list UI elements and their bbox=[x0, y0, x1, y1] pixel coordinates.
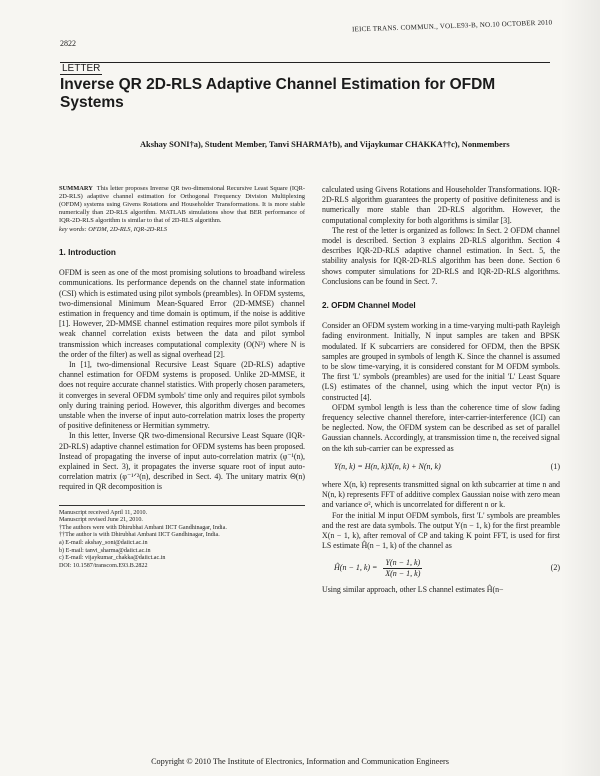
footnote-received: Manuscript received April 11, 2010. bbox=[59, 509, 148, 516]
equation-2 bbox=[334, 558, 560, 579]
paper-title: Inverse QR 2D-RLS Adaptive Channel Estimation for OFDM Systems bbox=[60, 76, 496, 111]
page-number: 2822 bbox=[60, 39, 76, 48]
right-paragraph-2: The rest of the letter is organized as follows: In Sect. 2 OFDM channel model is described. Section 3 explains 2D-RLS algorithm. Section 4 describes IQR-2D-RLS adaptive channel estimation. In Sect. 5, the stability analysis for IQR-2D-RLS algorithm has been done. Section 6 shows computer simulations for 2D-RLS and IQR-2D-RLS algorithms. Conclusions can be found in Sect. 7. bbox=[322, 225, 560, 286]
keywords-text: OFDM, 2D-RLS, IQR-2D-RLS bbox=[88, 226, 168, 233]
footnote-email-a: a) E-mail: akshay_soni@daiict.ac.in bbox=[59, 540, 148, 547]
footnote-email-b: b) E-mail: tanvi_sharma@daiict.ac.in bbox=[59, 547, 151, 554]
equation-2-denominator: X(n − 1, k) bbox=[385, 568, 421, 578]
equation-2-numerator: Y(n − 1, k) bbox=[383, 558, 422, 569]
footnote-email-c: c) E-mail: vijaykumar_chakka@daiict.ac.in bbox=[59, 555, 166, 562]
footnote-revised: Manuscript revised June 21, 2010. bbox=[59, 517, 143, 524]
scan-shadow bbox=[560, 0, 600, 776]
model-paragraph-1: Consider an OFDM system working in a time-varying multi-path Rayleigh fading environment. Initially, N input samples are taken and BPSK modulated. If K subcarriers are considered for OFDM, then the BPSK samples are grouped in symbols of length K. Since the channel is assumed to be slow time-varying, it is considered constant for M OFDM symbols. The first 'L' symbols (preambles) are used for the initial 'L' Least Square (LS) estimates of the channel, using which the input vector P(n) is constructed [4]. bbox=[322, 321, 560, 402]
author-line: Akshay SONI†a), Student Member, Tanvi SHARMA†b), and Vijaykumar CHAKKA††c), Nonmembers bbox=[140, 140, 510, 149]
equation-2-number: (2) bbox=[550, 563, 560, 573]
model-paragraph-4: For the initial M input OFDM symbols, first 'L' symbols are preambles and the rest are data symbols. The output Y(n − 1, k) for the first preamble X(n − 1, k), after removal of CP and taking K point FFT, is used for first LS estimate Ĥ(n − 1, k) of the channel as bbox=[322, 510, 560, 551]
footnote-affiliation-1: †The authors were with Dhirubhai Ambani IICT Gandhinagar, India. bbox=[59, 524, 227, 531]
summary bbox=[59, 185, 305, 225]
summary-text: This letter proposes Inverse QR two-dimensional Recursive Least Square (IQR-2D-RLS) adaptive channel estimation for Orthogonal Frequency Division Multiplexing (OFDM) systems using Givens Rotations and Householder Transformations. It is more stable numerically than 2D-RLS algorithm. MATLAB simulations show that BER performance of IQR-2D-RLS algorithm is similar to that of 2D-RLS algorithm. bbox=[59, 185, 305, 224]
summary-label: SUMMARY bbox=[59, 185, 93, 192]
section-heading-1: 1. Introduction bbox=[59, 248, 116, 257]
letter-label: LETTER bbox=[62, 63, 101, 74]
model-paragraph-5: Using similar approach, other LS channel estimates Ĥ(n− bbox=[322, 584, 504, 594]
section-heading-2: 2. OFDM Channel Model bbox=[322, 301, 416, 311]
header-rule bbox=[60, 62, 550, 63]
journal-header: IEICE TRANS. COMMUN., VOL.E93-B, NO.10 OCTOBER 2010 bbox=[351, 18, 553, 34]
footnotes bbox=[59, 505, 305, 571]
model-paragraph-2: OFDM symbol length is less than the coherence time of slow fading frequency selective channel therefore, inter-carrier-interference (ICI) can be neglected. Now, the OFDM system can be described as set of parallel Gaussian channels. Accordingly, at transmission time n, the received signal on the kth sub-carrier can be expressed as bbox=[322, 402, 560, 453]
copyright-footer: Copyright © 2010 The Institute of Electronics, Information and Communication Engineers bbox=[151, 757, 449, 766]
left-column bbox=[59, 185, 305, 570]
equation-1-number: (1) bbox=[550, 461, 560, 471]
equation-2-fraction bbox=[383, 558, 422, 579]
keywords bbox=[59, 226, 305, 234]
equation-1-body: Y(n, k) = H(n, k)X(n, k) + N(n, k) bbox=[334, 461, 441, 471]
footnote-affiliation-2: ††The author is with Dhirubhai Ambani IICT Gandhinagar, India. bbox=[59, 532, 220, 539]
intro-paragraph-3: In this letter, Inverse QR two-dimensional Recursive Least Square (IQR-2D-RLS) adaptive channel estimation for OFDM systems has been proposed. Instead of propagating the inverse of input auto-correlation matrix (φ⁻¹(n), explained in Sect. 3), it propagates the inverse square root of input auto-correlation matrix (φ⁻¹ᐟ²(n), described in Sect. 4). The unitary matrix Θ(n) required in QR decomposition is bbox=[59, 431, 305, 492]
footnote-doi: DOI: 10.1587/transcom.E93.B.2822 bbox=[59, 562, 148, 569]
right-column bbox=[322, 185, 560, 595]
intro-paragraph-2: In [1], two-dimensional Recursive Least Square (2D-RLS) adaptive channel estimation for OFDM systems is proposed. Unlike 2D-MMSE, it does not require accurate channel statistics. With properly chosen parameters, it converges in several OFDM symbols' time only and requires pilot symbols only during training period. However, this algorithm diverges and becomes unstable when the inverse of input auto-correlation matrix loses the property of positive definiteness or Hermitian symmetry. bbox=[59, 360, 305, 431]
equation-2-lhs: Ĥ(n − 1, k) = bbox=[334, 563, 378, 573]
model-paragraph-3: where X(n, k) represents transmitted signal on kth subcarrier at time n and N(n, k) represents FFT of additive complex Gaussian noise with zero mean and variance σ², which is uncorrelated for different n or k. bbox=[322, 480, 560, 510]
right-paragraph-1: calculated using Givens Rotations and Householder Transformations. IQR-2D-RLS algorithm guarantees the property of positive definiteness and is numerically more stable than 2D-RLS algorithm. However, the computational complexity for both algorithms is similar [3]. bbox=[322, 185, 560, 225]
keywords-label: key words: bbox=[59, 226, 87, 233]
intro-paragraph-1: OFDM is seen as one of the most promising solutions to broadband wireless communications. Its performance depends on the channel state information (CSI) which is estimated using pilot symbols (preambles). In OFDM systems, two-dimensional Minimum Mean-Squared Error (2D-MMSE) channel estimation in frequency and time domain is optimum, if the noise is additive [1]. However, 2D-MMSE channel estimation requires more pilot symbols if weak channel correlation exists between the data and pilot symbol transmission which increases computational complexity (O(N³) where N is the order of the filter) as well as signal overhead [2]. bbox=[59, 268, 305, 359]
equation-1 bbox=[334, 462, 560, 472]
